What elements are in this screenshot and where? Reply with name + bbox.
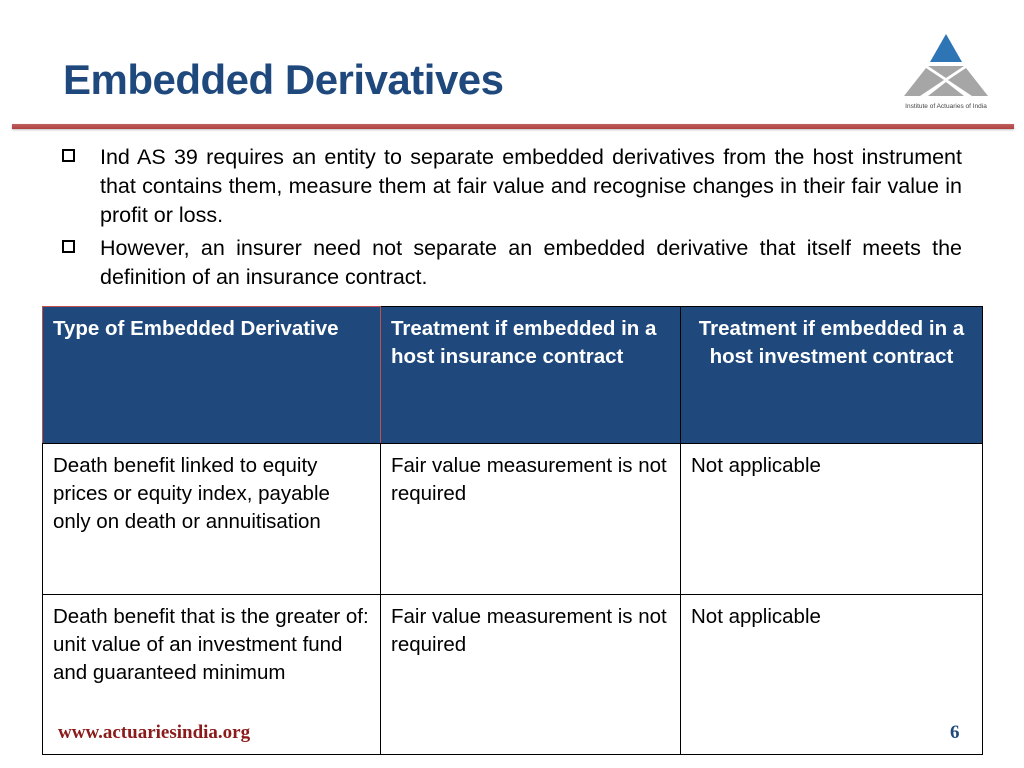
table-row — [43, 444, 983, 595]
logo-caption: Institute of Actuaries of India — [905, 103, 987, 110]
table-header-row — [43, 307, 983, 444]
header-insurance-treatment: Treatment if embedded in a host insurance contract — [381, 307, 681, 444]
cell-type — [43, 444, 381, 595]
cell-type-line: Death benefit linked to equity prices or equity index, payable only on death or annuitisation — [53, 454, 330, 533]
cell-type-line: Death benefit that is the greater of: — [53, 605, 369, 628]
bullet-item — [62, 143, 962, 230]
cell-investment: Not applicable — [681, 595, 983, 755]
checkbox-bullet-icon — [62, 149, 75, 162]
footer-website: www.actuariesindia.org — [58, 722, 251, 743]
header-investment-treatment: Treatment if embedded in a host investment contract — [681, 307, 983, 444]
embedded-derivatives-table — [42, 306, 983, 755]
slide-title: Embedded Derivatives — [63, 56, 504, 103]
cell-insurance: Fair value measurement is not required — [381, 595, 681, 755]
bullet-item — [62, 234, 962, 292]
bullet-text: Ind AS 39 requires an entity to separate embedded derivatives from the host instrument that contains them, measure them at fair value and recognise changes in their fair value in profit or loss. — [100, 145, 962, 227]
institute-logo — [896, 32, 996, 112]
page-number: 6 — [950, 722, 960, 743]
bullet-list — [62, 143, 962, 296]
bullet-text: However, an insurer need not separate an embedded derivative that itself meets the definition of an insurance contract. — [100, 236, 962, 289]
title-divider — [12, 124, 1014, 129]
cell-insurance: Fair value measurement is not required — [381, 444, 681, 595]
checkbox-bullet-icon — [62, 240, 75, 253]
header-type: Type of Embedded Derivative — [43, 307, 381, 444]
cell-type-line: unit value of an investment fund and guaranteed minimum — [53, 633, 343, 684]
logo-triangle-icon — [896, 32, 996, 102]
cell-investment: Not applicable — [681, 444, 983, 595]
